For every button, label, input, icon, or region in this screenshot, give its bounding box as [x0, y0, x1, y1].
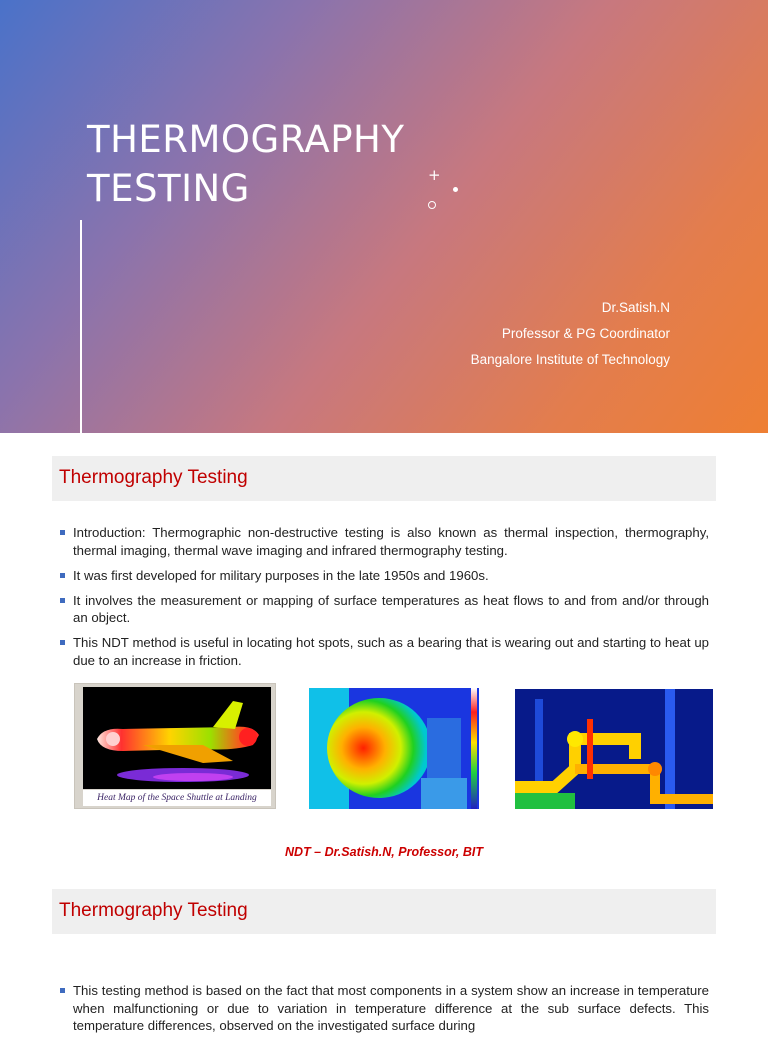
bullet-item: It involves the measurement or mapping of surface temperatures as heat flows to and from and/or through an object. — [60, 592, 709, 627]
author-name: Dr.Satish.N — [601, 300, 670, 315]
bullet-square-icon — [60, 530, 65, 535]
slide-title-line1: THERMOGRAPHY — [87, 118, 405, 161]
author-role: Professor & PG Coordinator — [501, 326, 670, 341]
image-caption: Heat Map of the Space Shuttle at Landing — [83, 790, 271, 806]
ring-decoration-icon — [428, 201, 436, 209]
slide-heading: Thermography Testing — [59, 900, 248, 921]
motor-thermal-image — [309, 688, 479, 809]
dot-decoration-icon — [453, 187, 458, 192]
author-block — [471, 295, 670, 373]
content-slide-2 — [0, 878, 768, 1033]
bullet-item: Introduction: Thermographic non-destructive testing is also known as thermal inspection, thermography, thermal imaging, thermal wave imaging and infrared thermography testing. — [60, 524, 709, 559]
bullet-square-icon — [60, 640, 65, 645]
bullet-square-icon — [60, 598, 65, 603]
bullet-item: This testing method is based on the fact that most components in a system show an increase in temperature when malfunctioning or due to variation in temperature difference at the sub surface defects. This temperature differences, observed on the investigated surface during — [60, 982, 709, 1035]
shuttle-heatmap-graphic — [83, 687, 271, 789]
bullet-list — [60, 982, 709, 1042]
slide-heading: Thermography Testing — [59, 467, 248, 488]
bullet-square-icon — [60, 573, 65, 578]
space-shuttle-thermal-image — [74, 683, 276, 809]
bullet-item: This NDT method is useful in locating hot spots, such as a bearing that is wearing out and starting to heat up due to an increase in friction. — [60, 634, 709, 669]
content-slide-1 — [0, 433, 768, 878]
slide-footer: NDT – Dr.Satish.N, Professor, BIT — [285, 845, 483, 859]
title-slide — [0, 0, 768, 433]
pipes-thermal-image — [515, 689, 713, 809]
slide-title — [87, 115, 467, 213]
slide-title-bar — [52, 456, 716, 501]
slide-title-bar — [52, 889, 716, 934]
bullet-square-icon — [60, 988, 65, 993]
motor-heatmap-graphic — [309, 688, 479, 809]
decorative-vertical-line — [80, 220, 82, 433]
slide-title-line2: TESTING — [87, 167, 250, 210]
bullet-list — [60, 524, 709, 677]
plus-decoration-icon: + — [428, 166, 441, 184]
author-institute: Bangalore Institute of Technology — [470, 352, 670, 367]
bullet-item: It was first developed for military purposes in the late 1950s and 1960s. — [60, 567, 709, 585]
pipes-heatmap-graphic — [515, 689, 713, 809]
